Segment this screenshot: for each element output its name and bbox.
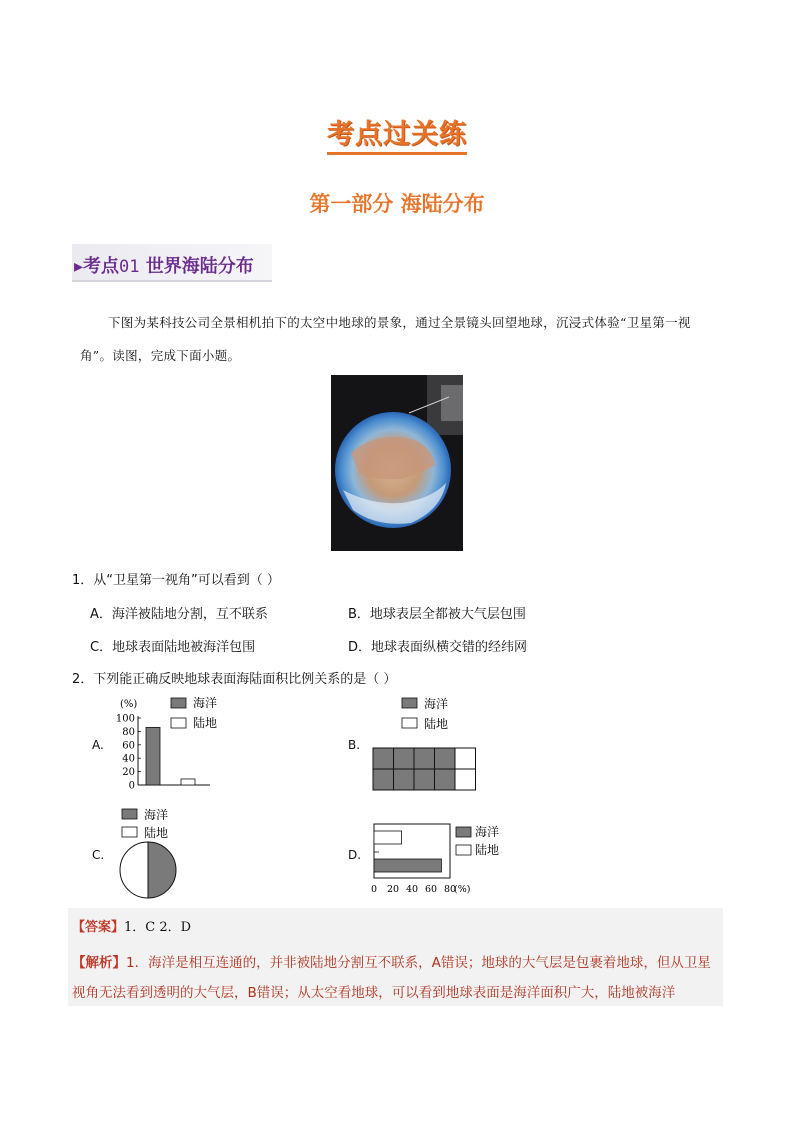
chart-b-cell-ocean — [435, 748, 456, 769]
q2-stem: 2．下列能正确反映地球表面海陆面积比例关系的是（ ） — [72, 672, 397, 687]
chart-b-cell-ocean — [435, 769, 456, 790]
chart-d-legend-land-swatch — [456, 845, 471, 855]
chart-b-legend-land-swatch — [402, 718, 417, 728]
chart-b-legend-ocean: 海洋 — [424, 697, 449, 711]
page-title: 考点过关练 — [0, 112, 794, 151]
analysis-text: 1．海洋是相互连通的，并非被陆地分割互不联系，A错误；地球的大气层是包裹着地球，但从卫星视角无法看到透明的大气层，B错误；从太空看地球，可以看到地球表面是海洋面积广大，陆地被海洋 — [72, 955, 711, 1001]
chart-b-cell-ocean — [414, 748, 435, 769]
chart-b-cell-ocean — [394, 748, 415, 769]
chart-d-legend-ocean-swatch — [456, 827, 471, 837]
answer-line — [72, 916, 191, 935]
section-prefix: ▸考点 — [74, 256, 120, 277]
chart-c-legend-land-swatch — [122, 827, 137, 837]
q1-stem: 1．从“卫星第一视角”可以看到（ ） — [72, 573, 280, 588]
chart-d[interactable] — [368, 820, 508, 896]
chart-d-xtick: 0 — [370, 884, 378, 895]
chart-b-legend-ocean-swatch — [402, 698, 417, 708]
chart-a-legend-land-swatch — [171, 718, 186, 728]
chart-a-bar-ocean — [146, 727, 160, 785]
chart-a-bar-land — [181, 779, 195, 785]
q2-option-b-label[interactable]: B. — [348, 738, 361, 752]
analysis-tag: 【解析】 — [72, 955, 126, 971]
chart-d-xtick: 80 — [443, 884, 457, 895]
chart-d-xtick: 60 — [424, 884, 438, 895]
chart-d-bar-land — [374, 831, 402, 844]
chart-a-ytick: 80 — [122, 726, 135, 738]
chart-a-ytick: 100 — [115, 713, 135, 725]
chart-c-slice-land — [120, 842, 148, 898]
chart-a-unit: (%) — [120, 699, 138, 710]
analysis-paragraph — [72, 948, 724, 1008]
chart-b-cell-land — [455, 748, 476, 769]
q2-option-a-label[interactable]: A. — [92, 738, 104, 752]
chart-c-slice-ocean — [148, 842, 176, 898]
chart-b-cell-ocean — [394, 769, 415, 790]
chart-a-ytick: 60 — [122, 740, 135, 752]
answer-tag: 【答案】 — [72, 920, 125, 935]
chart-b[interactable] — [370, 694, 480, 794]
chart-c-legend-land: 陆地 — [144, 826, 169, 840]
chart-d-x-unit: (%) — [454, 884, 471, 895]
chart-a-ytick: 20 — [122, 767, 135, 779]
q1-option-b[interactable]: B．地球表层全都被大气层包围 — [348, 607, 526, 622]
chart-d-xtick: 40 — [405, 884, 419, 895]
chart-c-legend-ocean-swatch — [122, 809, 137, 819]
q1-option-d[interactable]: D．地球表面纵横交错的经纬网 — [348, 640, 528, 655]
chart-b-legend-land: 陆地 — [424, 717, 449, 731]
chart-b-cell-ocean — [373, 748, 394, 769]
earth-photo — [331, 375, 463, 551]
chart-d-legend-ocean: 海洋 — [475, 825, 500, 839]
chart-a-ytick: 40 — [122, 753, 135, 765]
intro-paragraph: 下图为某科技公司全景相机拍下的太空中地球的景象，通过全景镜头回望地球，沉浸式体验“卫星第一视角”。读图，完成下面小题。 — [80, 315, 691, 363]
chart-d-xtick: 20 — [386, 884, 400, 895]
section-number: 01 — [119, 257, 140, 277]
section-heading — [74, 252, 254, 278]
chart-b-cell-ocean — [373, 769, 394, 790]
chart-c[interactable] — [114, 804, 204, 900]
chart-a[interactable] — [108, 694, 238, 790]
chart-d-bar-ocean — [374, 859, 441, 872]
chart-c-legend-ocean: 海洋 — [144, 808, 169, 822]
chart-a-legend-land: 陆地 — [193, 716, 218, 730]
q2-option-d-label[interactable]: D. — [348, 848, 362, 862]
page-subtitle: 第一部分 海陆分布 — [309, 192, 485, 216]
chart-a-legend-ocean: 海洋 — [193, 696, 218, 710]
q1-option-a[interactable]: A．海洋被陆地分割，互不联系 — [90, 607, 268, 622]
section-label: 世界海陆分布 — [145, 256, 254, 277]
answer-text: 1．C 2．D — [124, 920, 192, 935]
chart-b-cell-land — [455, 769, 476, 790]
chart-a-legend-ocean-swatch — [171, 698, 186, 708]
q1-option-c[interactable]: C．地球表面陆地被海洋包围 — [90, 640, 256, 655]
chart-b-cell-ocean — [414, 769, 435, 790]
chart-a-ytick: 0 — [128, 780, 135, 790]
chart-d-legend-land: 陆地 — [475, 843, 500, 857]
q2-option-c-label[interactable]: C. — [92, 848, 105, 862]
